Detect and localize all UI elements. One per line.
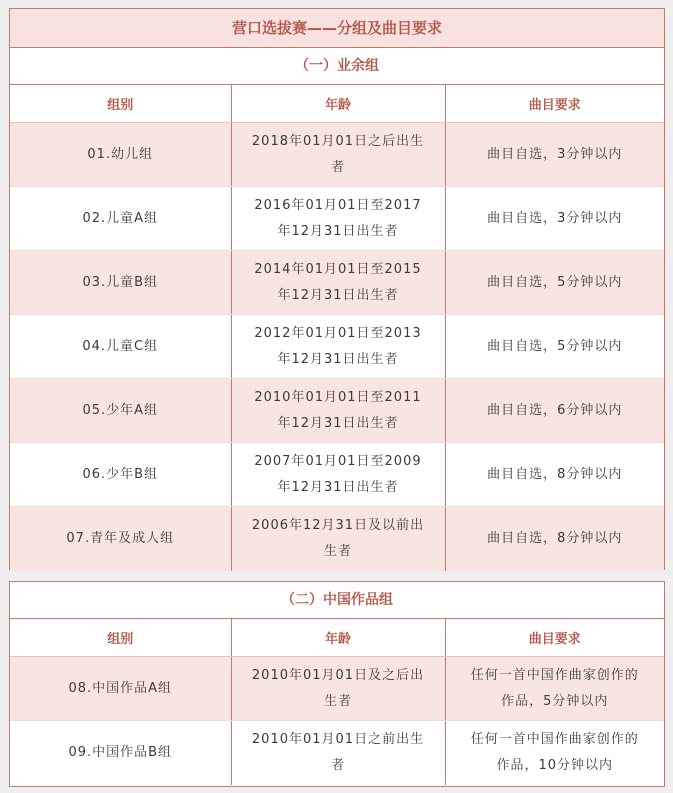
- age-cell: 2012年01月01日至2013年12月31日出生者: [231, 315, 445, 379]
- table-header-row: [10, 619, 664, 657]
- group-cell: 07.青年及成人组: [10, 507, 231, 571]
- repertoire-cell: 任何一首中国作曲家创作的作品，10分钟以内: [470, 731, 639, 773]
- group-cell: 08.中国作品A组: [10, 657, 231, 721]
- repertoire-cell: 任何一首中国作曲家创作的作品，5分钟以内: [445, 657, 664, 721]
- age-cell: 2014年01月01日至2015年12月31日出生者: [231, 251, 445, 315]
- amateur-table: [10, 85, 664, 571]
- chinese-works-table: [10, 619, 664, 785]
- table-row: [10, 251, 664, 315]
- table-row: [10, 315, 664, 379]
- table-row: [10, 657, 664, 721]
- age-cell: 2006年12月31日及以前出生者: [231, 507, 445, 571]
- age-cell: 2010年01月01日至2011年12月31日出生者: [231, 379, 445, 443]
- age-cell: 2010年01月01日之前出生者: [231, 721, 445, 785]
- repertoire-cell: 曲目自选，5分钟以内: [445, 315, 664, 379]
- table-row: [10, 379, 664, 443]
- age-cell: 2007年01月01日至2009年12月31日出生者: [231, 443, 445, 507]
- repertoire-cell: 曲目自选，8分钟以内: [445, 507, 664, 571]
- column-header-repertoire: 曲目要求: [445, 619, 664, 657]
- age-cell: 2018年01月01日之后出生者: [231, 123, 445, 187]
- repertoire-cell: 曲目自选，6分钟以内: [445, 379, 664, 443]
- group-cell: 09.中国作品B组: [10, 721, 231, 785]
- group-cell: 01.幼儿组: [10, 123, 231, 187]
- section-title-chinese-works: （二）中国作品组: [10, 582, 664, 619]
- column-header-age: 年龄: [231, 85, 445, 123]
- column-header-group: 组别: [10, 619, 231, 657]
- repertoire-cell: 曲目自选，8分钟以内: [445, 443, 664, 507]
- age-cell: 2010年01月01日及之后出生者: [231, 657, 445, 721]
- table-row: [10, 123, 664, 187]
- table-row: [10, 721, 664, 785]
- section-title-amateur: （一）业余组: [10, 48, 664, 85]
- repertoire-cell: 曲目自选，5分钟以内: [445, 251, 664, 315]
- chinese-works-panel: [9, 581, 665, 787]
- group-cell: 04.儿童C组: [10, 315, 231, 379]
- group-cell: 06.少年B组: [10, 443, 231, 507]
- column-header-group: 组别: [10, 85, 231, 123]
- repertoire-cell: 曲目自选，3分钟以内: [445, 123, 664, 187]
- repertoire-cell: 曲目自选，3分钟以内: [445, 187, 664, 251]
- group-cell: 05.少年A组: [10, 379, 231, 443]
- table-row: [10, 187, 664, 251]
- column-header-repertoire: 曲目要求: [445, 85, 664, 123]
- amateur-panel: [9, 8, 665, 570]
- age-cell: 2016年01月01日至2017年12月31日出生者: [231, 187, 445, 251]
- group-cell: 03.儿童B组: [10, 251, 231, 315]
- table-row: [10, 507, 664, 571]
- table-header-row: [10, 85, 664, 123]
- column-header-age: 年龄: [231, 619, 445, 657]
- table-row: [10, 443, 664, 507]
- page-title: 营口选拔赛——分组及曲目要求: [10, 9, 664, 48]
- group-cell: 02.儿童A组: [10, 187, 231, 251]
